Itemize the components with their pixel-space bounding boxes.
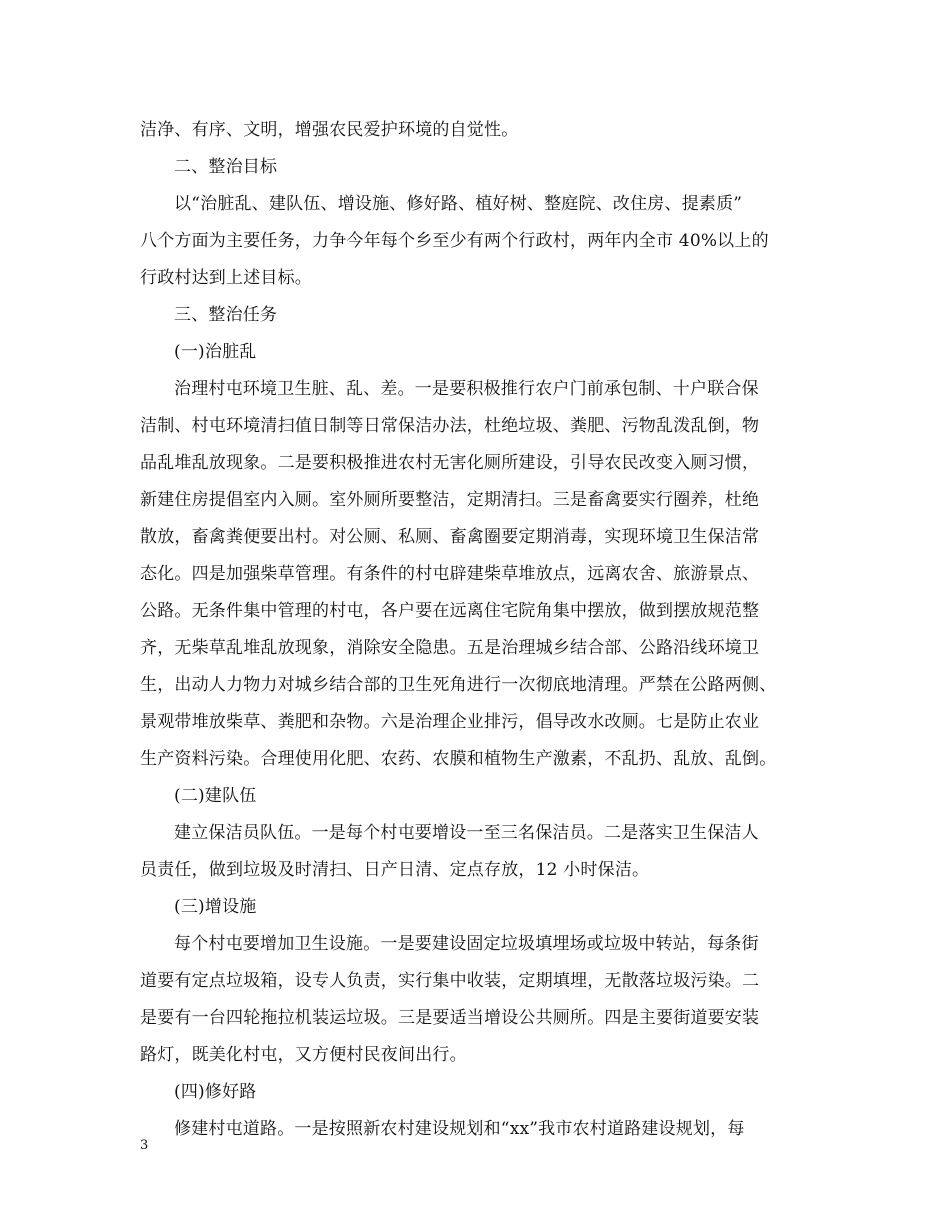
text-line: 洁净、有序、文明，增强农民爱护环境的自觉性。 [140,120,519,140]
text-line: 路灯，既美化村屯，又方便村民夜间出行。 [140,1045,467,1065]
text-line: 景观带堆放柴草、粪肥和杂物。六是治理企业排污，倡导改水改厕。七是防止农业 [140,712,760,732]
document-body [140,112,820,1148]
text-line: 行政村达到上述目标。 [140,268,312,288]
text-line: 建立保洁员队伍。一是每个村屯要增设一至三名保洁员。二是落实卫生保洁人 [174,823,759,843]
text-line: 道要有定点垃圾箱，设专人负责，实行集中收装，定期填埋，无散落垃圾污染。二 [140,971,760,991]
text-line: 以“治脏乱、建队伍、增设施、修好路、植好树、整庭院、改住房、提素质” [174,194,743,214]
text-line: 每个村屯要增加卫生设施。一是要建设固定垃圾填埋场或垃圾中转站，每条街 [174,934,759,954]
text-line: 生产资料污染。合理使用化肥、农药、农膜和植物生产激素，不乱扔、乱放、乱倒。 [140,749,777,769]
text-line: 齐，无柴草乱堆乱放现象，消除安全隐患。五是治理城乡结合部、公路沿线环境卫 [140,638,760,658]
page-number: 3 [140,1138,149,1153]
text-line: 公路。无条件集中管理的村屯，各户要在远离住宅院角集中摆放，做到摆放规范整 [140,601,760,621]
text-line: (三)增设施 [174,897,257,917]
text-line: 生，出动人力物力对城乡结合部的卫生死角进行一次彻底地清理。严禁在公路两侧、 [140,675,777,695]
text-line: 散放，畜禽粪便要出村。对公厕、私厕、畜禽圈要定期消毒，实现环境卫生保洁常 [140,527,760,547]
text-line: 三、整治任务 [174,305,278,325]
text-line: 态化。四是加强柴草管理。有条件的村屯辟建柴草堆放点，远离农舍、旅游景点、 [140,564,760,584]
text-line: 洁制、村屯环境清扫值日制等日常保洁办法，杜绝垃圾、粪肥、污物乱泼乱倒，物 [140,416,760,436]
text-line: 修建村屯道路。一是按照新农村建设规划和“xx”我市农村道路建设规划，每 [174,1119,745,1139]
text-line: 治理村屯环境卫生脏、乱、差。一是要积极推行农户门前承包制、十户联合保 [174,379,759,399]
text-line: 是要有一台四轮拖拉机装运垃圾。三是要适当增设公共厕所。四是主要街道要安装 [140,1008,760,1028]
text-line: (一)治脏乱 [174,342,257,362]
text-line: 品乱堆乱放现象。二是要积极推进农村无害化厕所建设，引导农民改变入厕习惯， [140,453,760,473]
text-line: 员责任，做到垃圾及时清扫、日产日清、定点存放，12 小时保洁。 [140,860,650,880]
text-line: 二、整治目标 [174,157,278,177]
text-line: 新建住房提倡室内入厕。室外厕所要整洁，定期清扫。三是畜禽要实行圈养，杜绝 [140,490,760,510]
text-line: 八个方面为主要任务，力争今年每个乡至少有两个行政村，两年内全市 40%以上的 [140,231,769,251]
text-line: (四)修好路 [174,1082,257,1102]
text-line: (二)建队伍 [174,786,257,806]
